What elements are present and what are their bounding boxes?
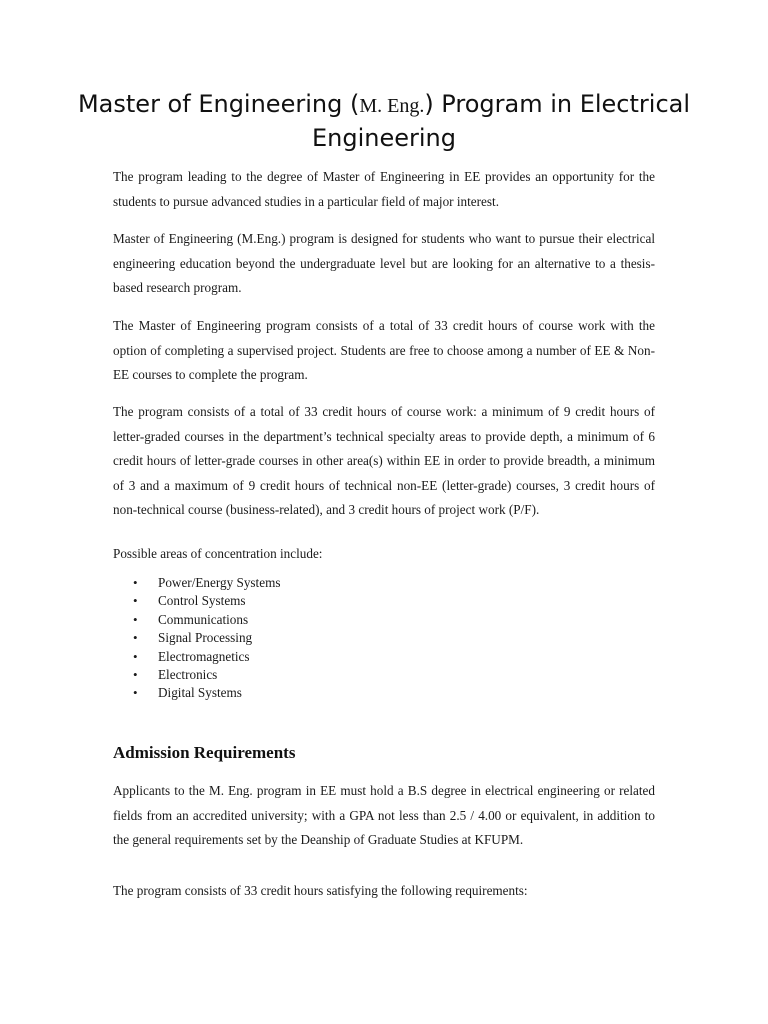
title-part-1: Master of Engineering ( (77, 90, 360, 118)
bullet-icon: • (133, 575, 138, 590)
list-item-label: Communications (158, 611, 249, 627)
list-item (133, 592, 280, 610)
intro-paragraph: The program leading to the degree of Master of Engineering in EE provides an opportunity for the students to pursue advanced studies in a particular field of major interest. (113, 169, 655, 209)
concentration-list (133, 574, 280, 703)
requirements-intro: The program consists of 33 credit hours satisfying the following requirements: (113, 883, 528, 898)
credit-hours-paragraph: The program consists of a total of 33 credit hours of course work: a minimum of 9 credit hours of letter-graded courses in the department’s technical specialty areas to provide depth, a minimum of 6 credit hours of letter-grade courses in other area(s) within EE in order to provide breadth, a minimum of 3 and a maximum of 9 credit hours of technical non-EE (letter-grade) courses, 3 credit hours of non-technical course (business-related), and 3 credit hours of project work (P/F). (113, 404, 655, 518)
bullet-icon: • (133, 667, 138, 683)
program-design-paragraph: Master of Engineering (M.Eng.) program is designed for students who want to pursue their electrical engineering education beyond the undergraduate level but are looking for an alternative to a thesis-based research program. (113, 231, 655, 296)
list-item-label: Digital Systems (158, 685, 242, 701)
list-item-label: Electromagnetics (158, 648, 250, 664)
list-item-label: Signal Processing (158, 630, 253, 646)
list-item-label: Electronics (158, 667, 218, 683)
list-item (133, 684, 280, 702)
document-title (60, 88, 708, 154)
admission-paragraph: Applicants to the M. Eng. program in EE must hold a B.S degree in electrical engineering or related fields from an accredited university; with a GPA not less than 2.5 / 4.00 or equivalent, in addition to the general requirements set by the Deanship of Graduate Studies at KFUPM. (113, 783, 655, 848)
admission-heading: Admission Requirements (113, 743, 296, 762)
list-item (133, 611, 280, 629)
title-abbreviation: M. Eng. (359, 95, 425, 117)
list-item-label: Power/Energy Systems (158, 575, 281, 590)
title-part-2: ) Program in Electrical Engineering (312, 90, 691, 152)
list-item (133, 629, 280, 647)
list-item (133, 648, 280, 666)
bullet-icon: • (133, 593, 138, 609)
bullet-icon: • (133, 648, 138, 664)
bullet-icon: • (133, 611, 138, 627)
concentration-intro: Possible areas of concentration include: (113, 546, 323, 561)
program-structure-paragraph: The Master of Engineering program consists of a total of 33 credit hours of course work with the option of completing a supervised project. Students are free to choose among a number of EE & Non-EE courses to complete the program. (113, 318, 655, 383)
bullet-icon: • (133, 685, 138, 701)
list-item (133, 574, 280, 592)
bullet-icon: • (133, 630, 138, 646)
list-item (133, 666, 280, 684)
list-item-label: Control Systems (158, 593, 246, 609)
